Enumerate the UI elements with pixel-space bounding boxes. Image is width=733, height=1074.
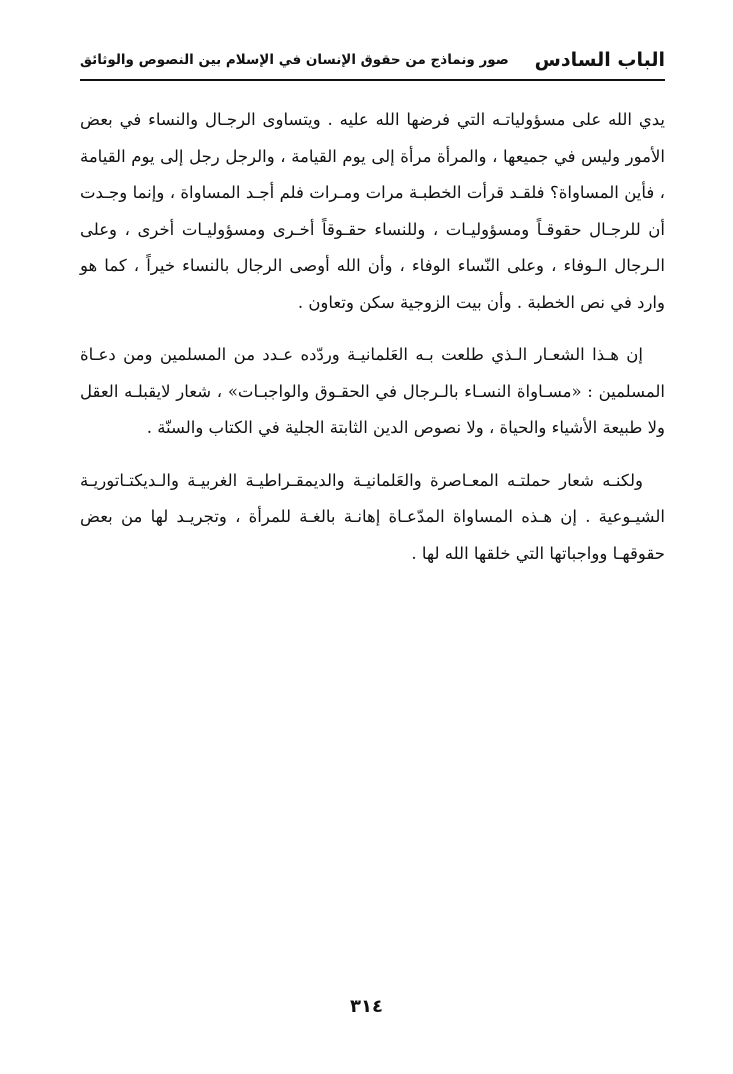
page-number: ٣١٤ xyxy=(350,996,383,1017)
chapter-title: الباب السادس xyxy=(534,49,665,71)
paragraph-2: إن هـذا الشعـار الـذي طلعت بـه العَلمانيـة وردّده عـدد من المسلمين ومن دعـاة المسلمين : «مسـاواة النسـاء بالـرجال في الحقـوق والواجبـات» ، شعار لايقبلـه العقل ولا طبيعة الأشياء والحياة ، ولا نصوص الدين الثابتة الجلية في الكتاب والسنّة . xyxy=(80,345,665,437)
book-title: صور ونماذج من حقوق الإنسان في الإسلام بين النصوص والوثائق xyxy=(80,52,509,68)
running-header xyxy=(80,44,665,76)
paragraph-3: ولكنـه شعار حملتـه المعـاصرة والعَلمانيـة والديمقـراطيـة الغربيـة والـديكتـاتوريـة الشيـوعية . إن هـذه المساواة المدّعـاة إهانـة بالغـة للمرأة ، وتجريـد لها من بعض حقوقهـا وواجباتها التي خلقها الله لها . xyxy=(80,470,665,563)
paragraph-1: يدي الله على مسؤولياتـه التي فرضها الله عليه . ويتساوى الرجـال والنساء في بعض الأمور وليس في جميعها ، والمرأة مرأة إلى يوم القيامة ، والرجل رجل إلى يوم القيامة ، فأين المساواة؟ فلقـد قرأت الخطبـة مرات ومـرات فلم أجـد المساواة ، وإنما وجـدت أن للرجـال حقوقـاً ومسؤوليـات ، وللنساء حقـوقاً أخـرى ومسؤوليـات أخرى ، وعلى الـرجال الـوفاء ، وعلى النّساء الوفاء ، وأن الله أوصى الرجال بالنساء خيراً ، كما هو وارد في نص الخطبة . وأن بيت الزوجية سكن وتعاون . xyxy=(80,110,665,312)
body-text xyxy=(80,102,665,588)
header-divider xyxy=(80,79,665,81)
